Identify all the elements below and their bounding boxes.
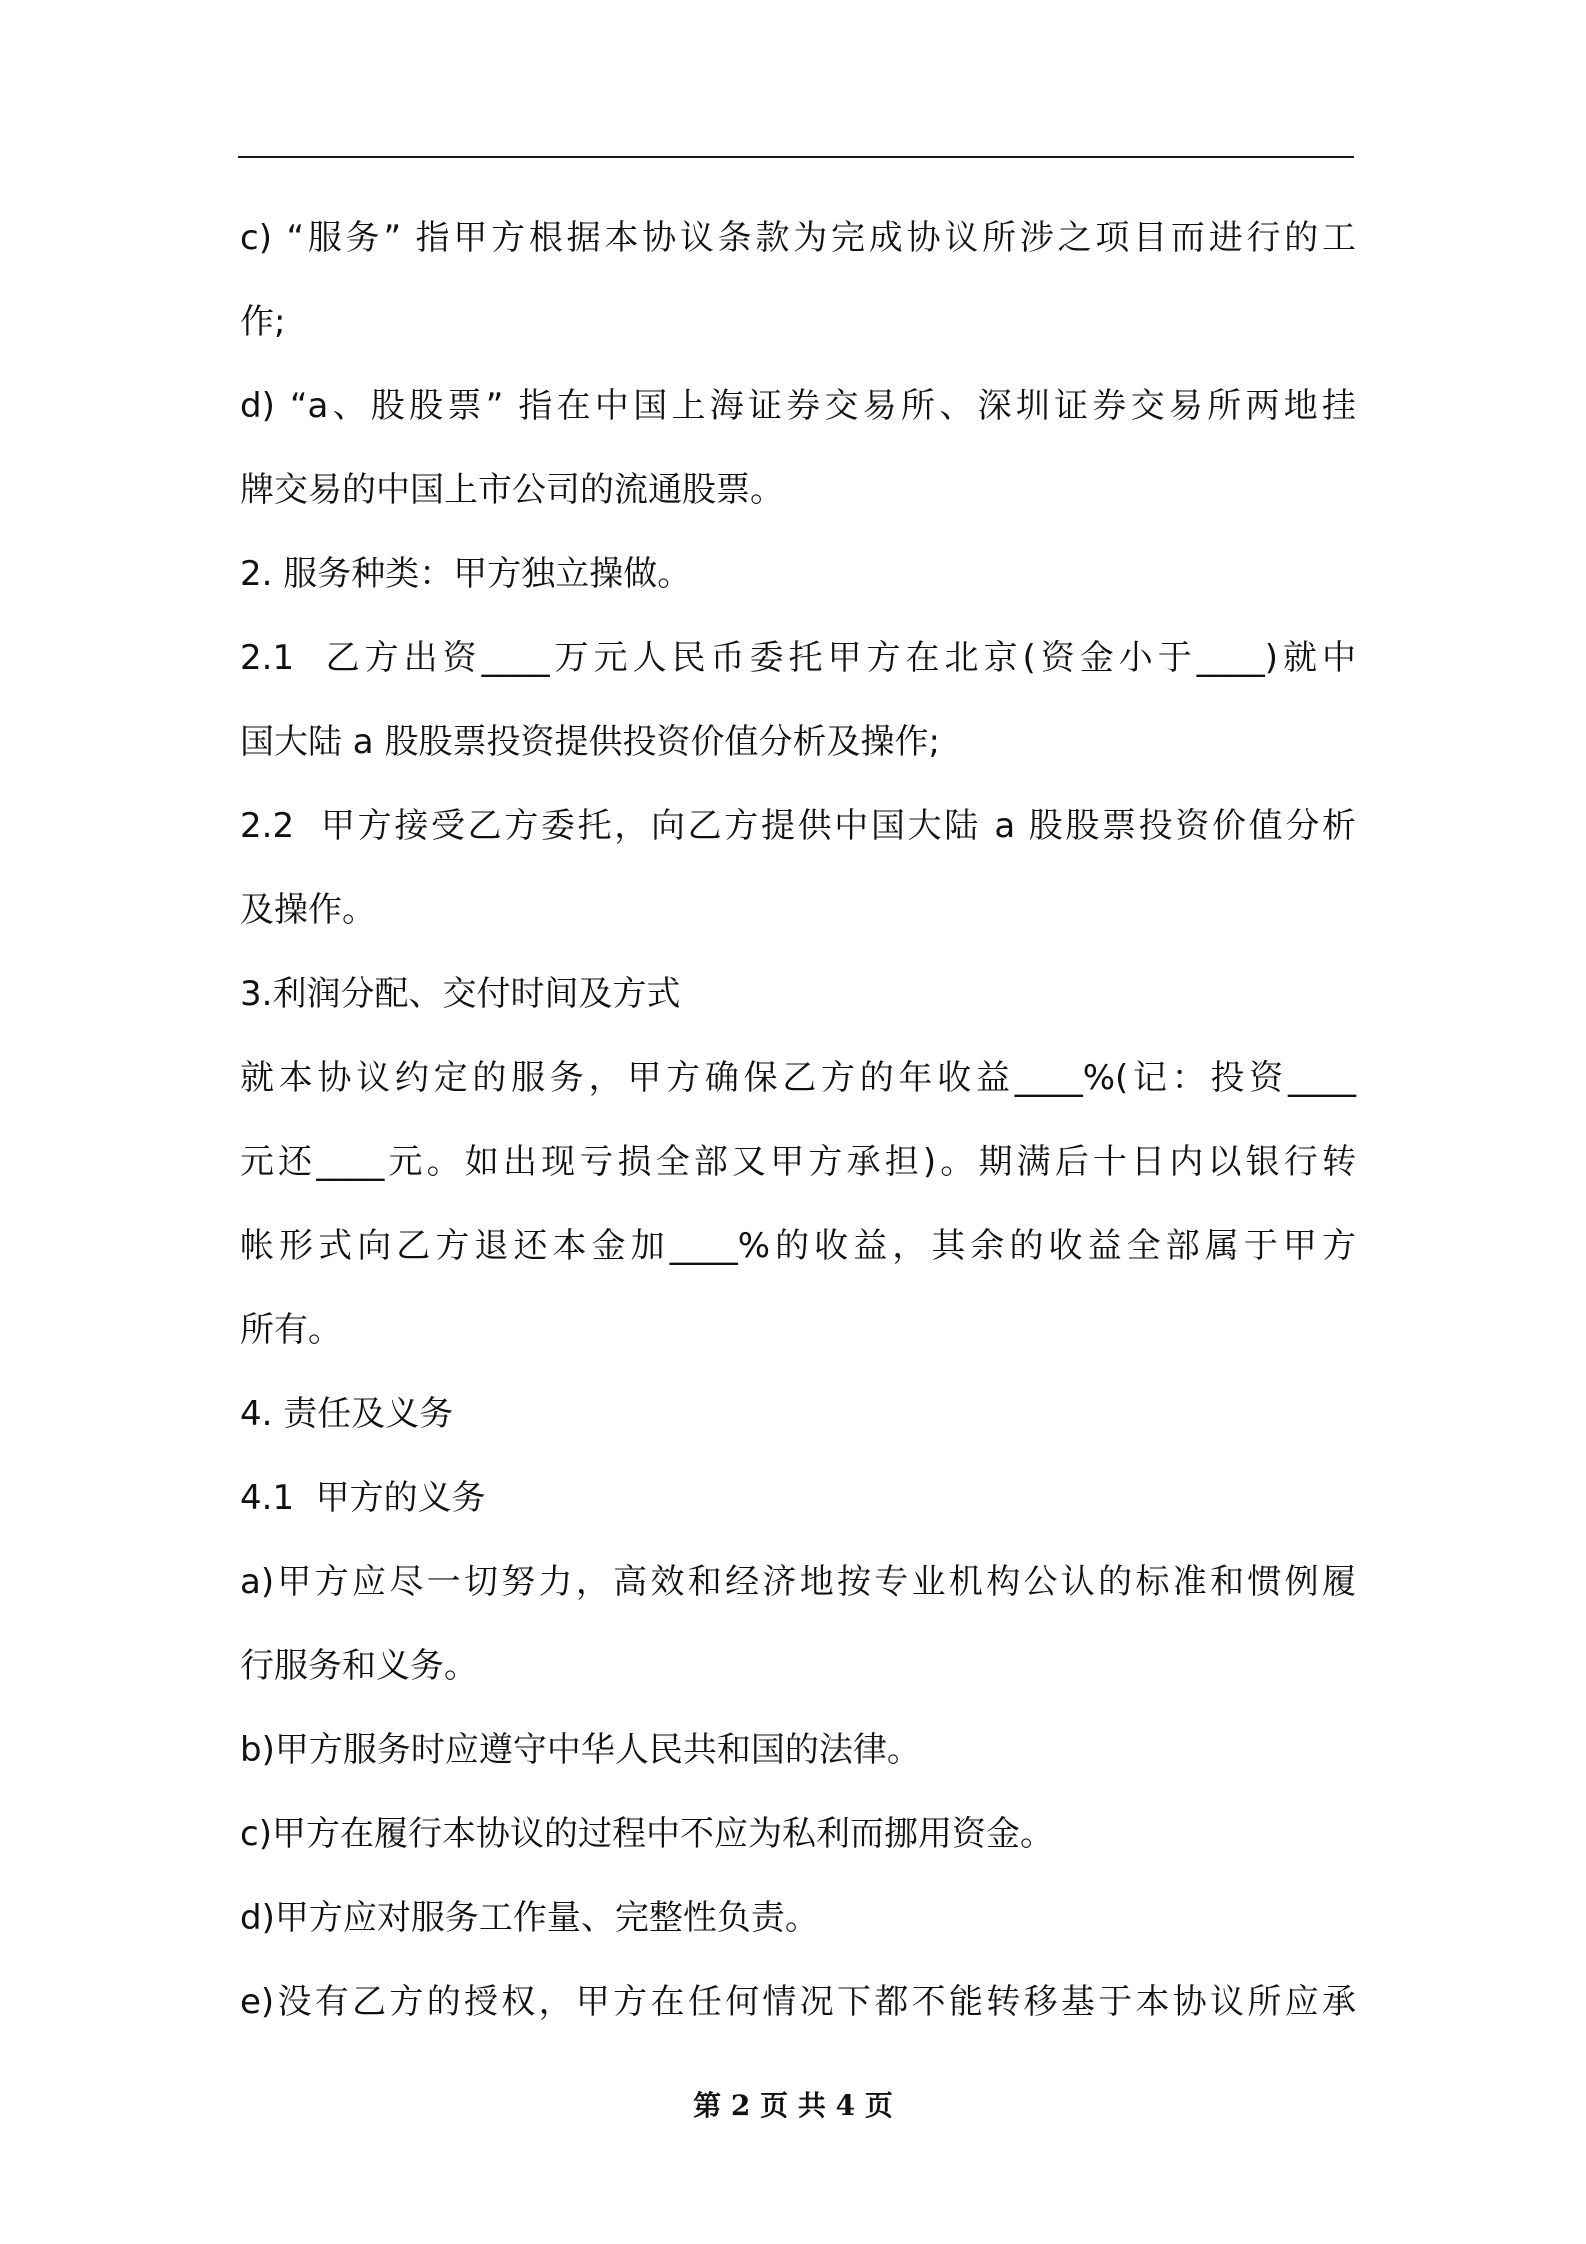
page-number-footer: 第 2 页 共 4 页 bbox=[693, 2089, 893, 2122]
text-line-19: b)甲方服务时应遵守中华人民共和国的法律。 bbox=[240, 1730, 921, 1770]
text-line-20: c)甲方在履行本协议的过程中不应为私利而挪用资金。 bbox=[240, 1814, 1054, 1854]
section-3-heading: 3.利润分配、交付时间及方式 bbox=[240, 974, 681, 1014]
text-line-13: 帐形式向乙方退还本金加____%的收益，其余的收益全部属于甲方 bbox=[240, 1226, 1356, 1266]
text-line-9: 及操作。 bbox=[240, 890, 376, 930]
text-line-11: 就本协议约定的服务，甲方确保乙方的年收益____%(记：投资____ bbox=[240, 1058, 1356, 1098]
section-4-heading: 4. 责任及义务 bbox=[240, 1394, 454, 1434]
document-body bbox=[240, 196, 1356, 2044]
text-line-6: 2.1 乙方出资____万元人民币委托甲方在北京(资金小于____)就中 bbox=[240, 638, 1356, 678]
text-line-21: d)甲方应对服务工作量、完整性负责。 bbox=[240, 1898, 819, 1938]
text-line-12: 元还____元。如出现亏损全部又甲方承担)。期满后十日内以银行转 bbox=[240, 1142, 1356, 1182]
text-line-7: 国大陆 a 股股票投资提供投资价值分析及操作; bbox=[240, 722, 940, 762]
header-rule bbox=[238, 156, 1354, 158]
text-line-14: 所有。 bbox=[240, 1310, 342, 1350]
text-line-2: 作; bbox=[240, 302, 286, 342]
section-2-heading: 2. 服务种类：甲方独立操做。 bbox=[240, 554, 692, 594]
text-line-22: e)没有乙方的授权，甲方在任何情况下都不能转移基于本协议所应承 bbox=[240, 1982, 1356, 2022]
text-line-1: c) “服务” 指甲方根据本协议条款为完成协议所涉之项目而进行的工 bbox=[240, 218, 1356, 258]
text-line-18: 行服务和义务。 bbox=[240, 1646, 478, 1686]
text-line-17: a)甲方应尽一切努力，高效和经济地按专业机构公认的标准和惯例履 bbox=[240, 1562, 1356, 1602]
text-line-3: d) “a、股股票” 指在中国上海证券交易所、深圳证券交易所两地挂 bbox=[240, 386, 1356, 426]
text-line-8: 2.2 甲方接受乙方委托，向乙方提供中国大陆 a 股股票投资价值分析 bbox=[240, 806, 1356, 846]
section-4-1-heading: 4.1 甲方的义务 bbox=[240, 1478, 486, 1518]
text-line-4: 牌交易的中国上市公司的流通股票。 bbox=[240, 470, 784, 510]
